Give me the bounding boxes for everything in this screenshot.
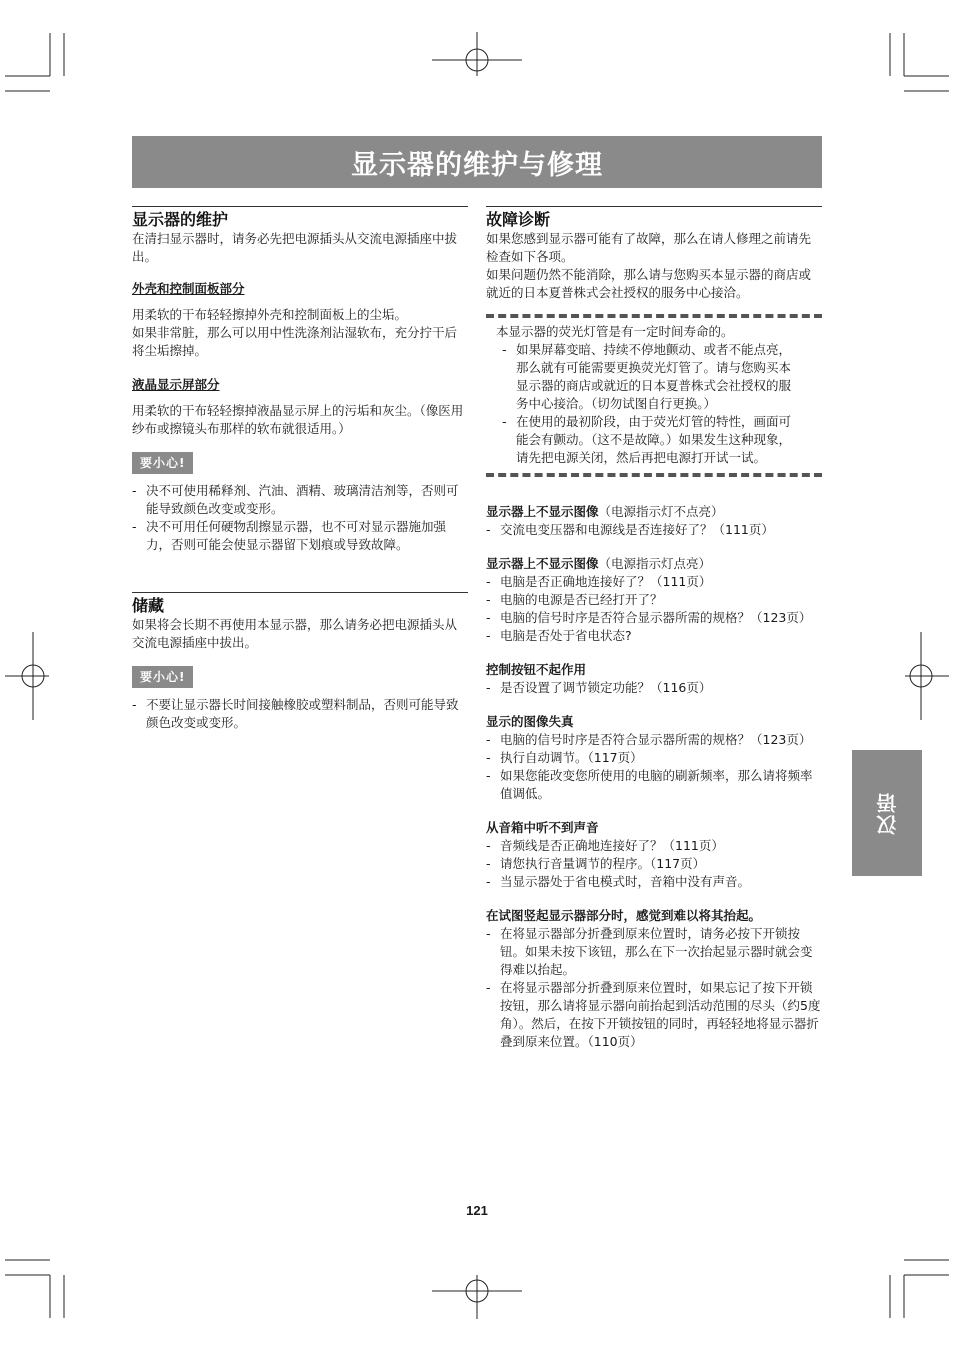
maintenance-intro: 在清扫显示器时，请务必先把电源插头从交流电源插座中拔出。: [132, 231, 458, 264]
trouble-group: [486, 819, 822, 891]
right-column: [486, 206, 822, 1051]
trouble-note: （电源指示灯不点亮）: [598, 504, 724, 519]
cabinet-heading: 外壳和控制面板部分: [132, 281, 245, 296]
list-item: - 决不可用任何硬物刮擦显示器，也不可对显示器施加强力，否则可能会使显示器留下划痕或导致故障。: [132, 518, 468, 554]
trouble-group: [486, 503, 822, 539]
troubleshooting-intro-2: 如果问题仍然不能消除，那么请与您购买本显示器的商店或就近的日本夏普株式会社授权的服务中心接洽。: [486, 267, 812, 300]
trouble-title: 显示的图像失真: [486, 714, 574, 729]
list-item: - 决不可使用稀释剂、汽油、酒精、玻璃清洁剂等，否则可能导致颜色改变或变形。: [132, 482, 468, 518]
language-tab: [852, 750, 922, 876]
trouble-title: 控制按钮不起作用: [486, 662, 587, 677]
list-item: - 在将显示器部分折叠到原来位置时，请务必按下开锁按钮。如果未按下该钮，那么在下一次抬起显示器时就会变得难以抬起。: [486, 925, 822, 979]
maintenance-caution-list: [132, 482, 468, 554]
troubleshooting-intro-1: 如果您感到显示器可能有了故障，那么在请人修理之前请先检查如下各项。: [486, 231, 812, 264]
lamp-note-lead: 本显示器的荧光灯管是有一定时间寿命的。: [496, 324, 734, 339]
list-item: - 当显示器处于省电模式时，音箱中没有声音。: [486, 873, 822, 891]
lcd-text: 用柔软的干布轻轻擦掉液晶显示屏上的污垢和灰尘。（像医用纱布或擦镜头布那样的软布就很适用。）: [132, 403, 464, 436]
lamp-note-list: [502, 341, 800, 467]
cabinet-text-1: 用柔软的干布轻轻擦掉外壳和控制面板上的尘垢。: [132, 307, 408, 322]
trouble-group: [486, 555, 822, 645]
list-item: - 交流电变压器和电源线是否连接好了？（111页）: [486, 521, 822, 539]
storage-heading: 储藏: [132, 592, 468, 616]
lamp-note-box: [486, 314, 822, 477]
storage-intro: 如果将会长期不再使用本显示器，那么请务必把电源插头从交流电源插座中拔出。: [132, 617, 458, 650]
list-item: - 请您执行音量调节的程序。（117页）: [486, 855, 822, 873]
list-item: - 电脑是否处于省电状态?: [486, 627, 822, 645]
list-item: - 如果您能改变您所使用的电脑的刷新频率，那么请将频率值调低。: [486, 767, 822, 803]
trouble-group: [486, 907, 822, 1051]
trouble-title: 显示器上不显示图像: [486, 504, 599, 519]
list-item: - 在将显示器部分折叠到原来位置时，如果忘记了按下开锁按钮，那么请将显示器向前抬起到活动范围的尽头（约5度角）。然后，在按下开锁按钮的同时，再轻轻地将显示器折叠到原来位置。（110页）: [486, 979, 822, 1051]
page-number: 121: [466, 1203, 488, 1218]
list-item: - 如果屏幕变暗、持续不停地颤动、或者不能点亮，那么就有可能需要更换荧光灯管了。请与您购买本显示器的商店或就近的日本夏普株式会社授权的服务中心接洽。（切勿试图自行更换。）: [502, 341, 800, 413]
list-item: - 不要让显示器长时间接触橡胶或塑料制品，否则可能导致颜色改变或变形。: [132, 696, 468, 732]
list-item: - 执行自动调节。（117页）: [486, 749, 822, 767]
list-item: - 电脑的信号时序是否符合显示器所需的规格？（123页）: [486, 609, 822, 627]
list-item: - 电脑是否正确地连接好了？（111页）: [486, 573, 822, 591]
page-title: 显示器的维护与修理: [132, 136, 822, 188]
cabinet-text-2: 如果非常脏，那么可以用中性洗涤剂沾湿软布，充分拧干后将尘垢擦掉。: [132, 325, 458, 358]
left-column: [132, 206, 468, 732]
list-item: - 电脑的电源是否已经打开了？: [486, 591, 822, 609]
trouble-title: 显示器上不显示图像: [486, 556, 599, 571]
lcd-heading: 液晶显示屏部分: [132, 377, 220, 392]
language-tab-label: 汉语: [875, 791, 900, 835]
list-item: - 电脑的信号时序是否符合显示器所需的规格？（123页）: [486, 731, 822, 749]
caution-badge: 要小心!: [132, 452, 193, 474]
maintenance-heading: 显示器的维护: [132, 206, 468, 230]
list-item: - 在使用的最初阶段，由于荧光灯管的特性，画面可能会有颤动。（这不是故障。）如果发生这种现象，请先把电源关闭，然后再把电源打开试一试。: [502, 413, 800, 467]
storage-caution-list: [132, 696, 468, 732]
trouble-title: 从音箱中听不到声音: [486, 820, 599, 835]
trouble-group: [486, 713, 822, 803]
caution-badge: 要小心!: [132, 666, 193, 688]
trouble-group: [486, 661, 822, 697]
trouble-note: （电源指示灯点亮）: [598, 556, 712, 571]
troubleshooting-heading: 故障诊断: [486, 206, 822, 230]
list-item: - 音频线是否正确地连接好了？（111页）: [486, 837, 822, 855]
trouble-title: 在试图竖起显示器部分时，感觉到难以将其抬起。: [486, 908, 762, 923]
list-item: - 是否设置了调节锁定功能？（116页）: [486, 679, 822, 697]
